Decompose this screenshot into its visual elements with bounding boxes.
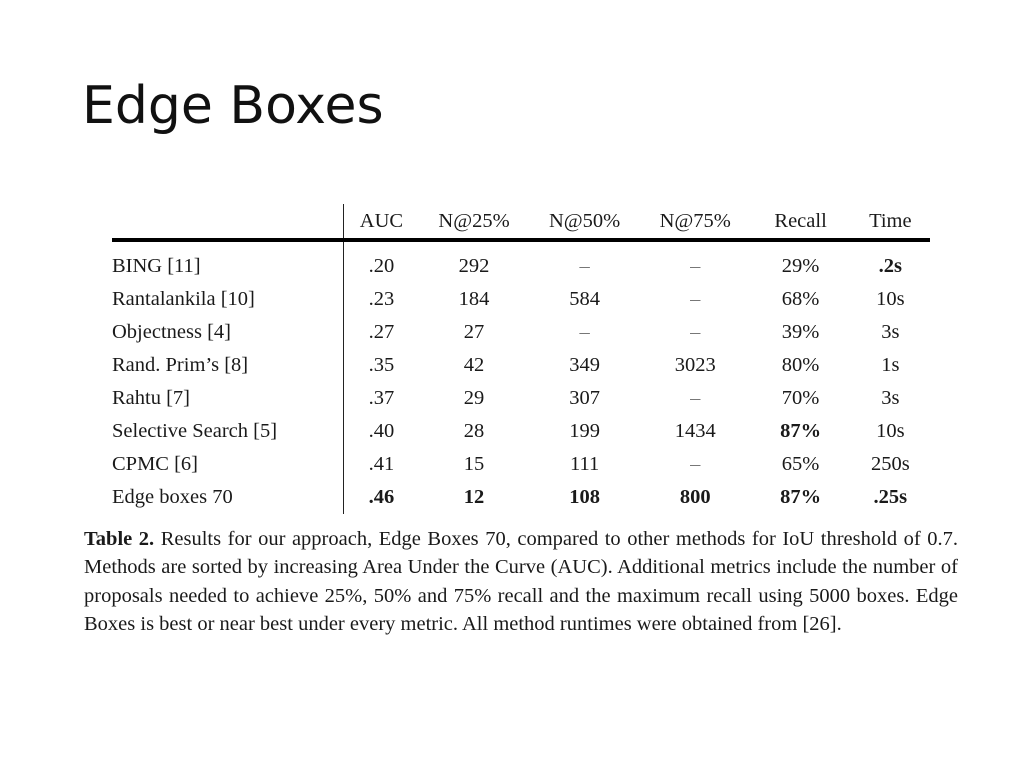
table-caption [84,525,958,639]
table-row [112,382,930,415]
cell-time: 10s [876,288,905,310]
cell-auc: .35 [368,354,395,376]
table-row [112,448,930,481]
results-table [112,204,930,514]
cell-time: .25s [873,486,908,508]
cell-time: 3s [881,387,900,409]
cell-n50: 584 [569,288,600,310]
cell-recall: 68% [781,288,820,310]
cell-n25: 27 [463,321,485,343]
cell-time: 10s [876,420,905,442]
cell-n50: – [579,255,590,277]
cell-n50: 108 [569,486,600,508]
cell-n25: 28 [463,420,485,442]
cell-n75: – [690,387,701,409]
cell-time: 250s [870,453,910,475]
cell-time: .2s [878,255,903,277]
cell-n25: 292 [458,255,490,277]
cell-n25: 184 [458,288,490,310]
caption-label: Table 2. [84,528,155,550]
cell-auc: .37 [368,387,395,409]
cell-method: BING [11] [112,240,344,283]
cell-n25: 42 [463,354,485,376]
cell-n25: 15 [463,453,485,475]
cell-n50: 307 [569,387,600,409]
cell-method: Selective Search [5] [112,415,344,448]
cell-auc: .46 [368,486,395,508]
cell-n75: – [690,255,701,277]
results-table-container [112,204,930,514]
cell-method: Objectness [4] [112,316,344,349]
cell-auc: .40 [368,420,395,442]
slide-title: Edge Boxes [82,76,384,136]
cell-recall: 80% [781,354,820,376]
cell-auc: .20 [368,255,395,277]
cell-n75: 3023 [674,354,716,376]
cell-time: 3s [881,321,900,343]
header-time: Time [851,204,930,240]
header-method [112,204,344,240]
cell-auc: .27 [368,321,395,343]
cell-n25: 12 [463,486,485,508]
cell-time: 1s [881,354,900,376]
cell-recall: 70% [781,387,820,409]
cell-n75: – [690,453,701,475]
cell-method: Edge boxes 70 [112,481,344,514]
header-n50: N@50% [529,204,640,240]
cell-method: Rahtu [7] [112,382,344,415]
cell-auc: .41 [368,453,395,475]
table-row [112,240,930,283]
cell-method: Rantalankila [10] [112,283,344,316]
table-row [112,316,930,349]
cell-n50: – [579,321,590,343]
cell-method: Rand. Prim’s [8] [112,349,344,382]
cell-n50: 199 [569,420,600,442]
caption-text: Results for our approach, Edge Boxes 70, compared to other methods for IoU threshold of 0.7. Methods are sorted by increasing Area Under the Curve (AUC). Additional metrics include the number of proposals needed to achieve 25%, 50% and 75% recall and the maximum recall using 5000 boxes. Edge Boxes is best or near best under every metric. All method runtimes were obtained from [26]. [84,528,958,636]
header-n25: N@25% [419,204,530,240]
cell-auc: .23 [368,288,395,310]
table-row [112,349,930,382]
header-n75: N@75% [640,204,751,240]
cell-recall: 39% [781,321,820,343]
cell-recall: 87% [780,486,822,508]
cell-method: CPMC [6] [112,448,344,481]
table-row [112,481,930,514]
header-auc: AUC [344,204,419,240]
cell-n25: 29 [463,387,485,409]
table-row [112,283,930,316]
cell-n75: 1434 [674,420,716,442]
header-recall: Recall [751,204,851,240]
cell-n75: 800 [679,486,711,508]
cell-n75: – [690,288,701,310]
cell-n75: – [690,321,701,343]
cell-recall: 87% [780,420,822,442]
cell-n50: 349 [569,354,600,376]
cell-n50: 111 [570,453,600,475]
table-row [112,415,930,448]
table-header-row [112,204,930,240]
cell-recall: 65% [781,453,820,475]
cell-recall: 29% [781,255,820,277]
